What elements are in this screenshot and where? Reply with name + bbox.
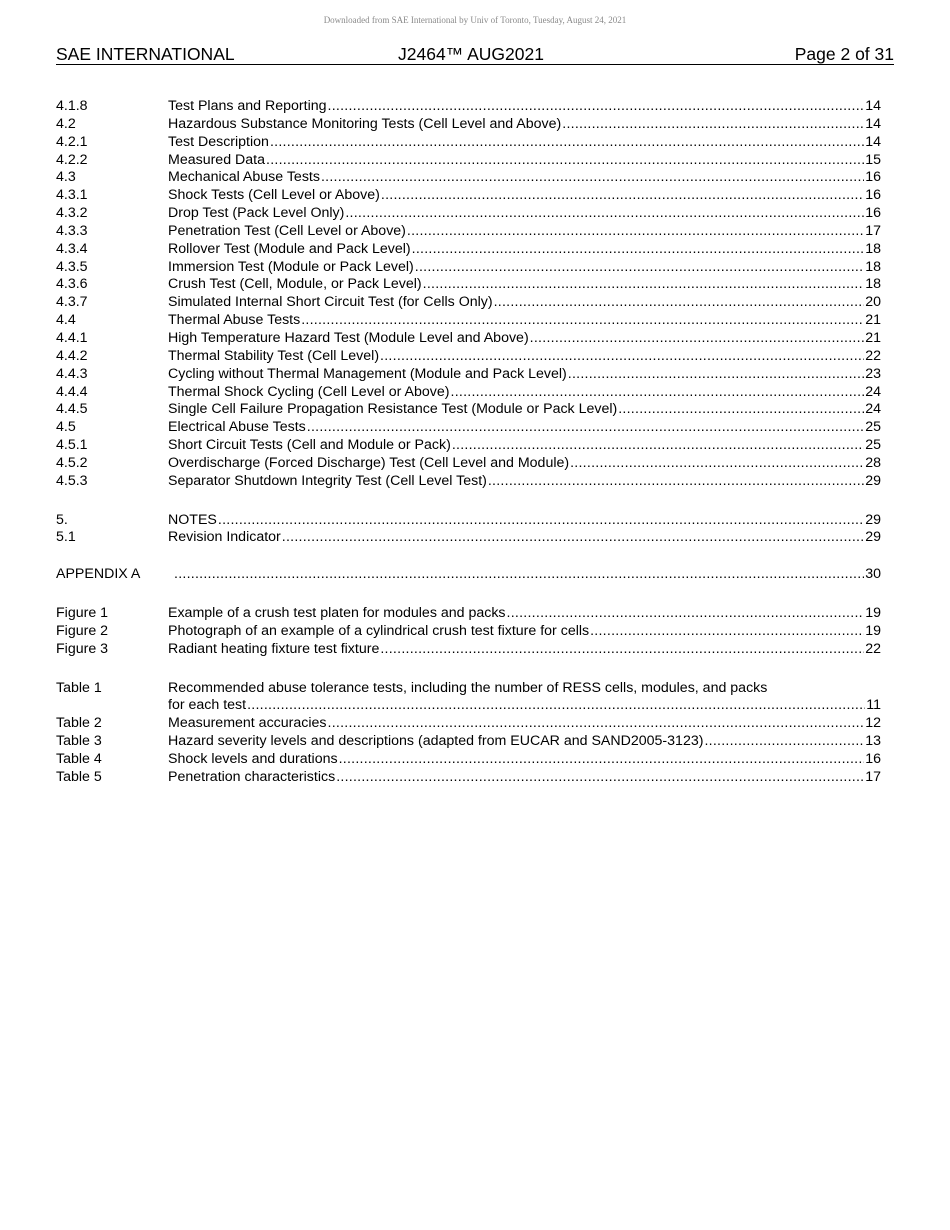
toc-entry-section[interactable] [56,437,881,455]
toc-entry-section[interactable] [56,401,881,419]
toc-entry-title: Radiant heating fixture test fixture [168,640,380,657]
toc-entry-section[interactable] [56,259,881,277]
leader-dots [618,401,864,419]
toc-entry-page: 13 [865,733,881,750]
toc-entry-page: 21 [865,329,881,346]
toc-entry-section[interactable] [56,116,881,134]
sections-list [56,98,881,491]
toc-entry-page: 19 [865,622,881,639]
toc-entry-page: 25 [865,437,881,454]
toc-entry-title: NOTES [168,511,217,528]
toc-entry-title: Penetration characteristics [168,768,336,785]
toc-entry-section[interactable] [56,473,881,491]
notes-list [56,512,881,548]
toc-entry-number: 4.4.3 [56,365,88,382]
leader-dots [568,366,864,384]
toc-entry-number: 4.3.7 [56,294,88,311]
toc-entry-page: 25 [865,419,881,436]
toc-entry-section[interactable] [56,348,881,366]
toc-entry-page: 29 [865,511,881,528]
toc-entry-page: 16 [865,205,881,222]
leader-dots [301,312,864,330]
leader-dots [507,605,865,623]
leader-dots [282,529,864,547]
toc-entry-title: Thermal Shock Cycling (Cell Level or Above) [168,383,450,400]
toc-entry-title: Measurement accuracies [168,715,327,732]
toc-entry-page: 28 [865,454,881,471]
toc-entry-page: 14 [865,98,881,114]
leader-dots [704,733,864,751]
toc-entry-page: 24 [865,383,881,400]
leader-dots [451,384,865,402]
toc-entry-page: 11 [866,697,881,714]
toc-entry-page: 17 [865,222,881,239]
toc-entry-title: Mechanical Abuse Tests [168,169,320,186]
toc-entry-table-1[interactable] [56,680,881,716]
toc-entry-number: Table 3 [56,733,102,750]
leader-dots [562,116,864,134]
toc-entry-section[interactable] [56,384,881,402]
toc-entry-title: Test Plans and Reporting [168,98,327,114]
toc-entry-table[interactable] [56,751,881,769]
toc-entry-section[interactable] [56,276,881,294]
toc-entry-number: Figure 2 [56,622,109,639]
toc-entry-title: Measured Data [168,151,265,168]
toc-entry-title: Single Cell Failure Propagation Resistance Test (Module or Pack Level) [168,401,618,418]
toc-entry-figure[interactable] [56,605,881,623]
leader-dots [321,169,864,187]
toc-entry-page: 23 [865,365,881,382]
toc-entry-title: Test Description [168,133,269,150]
toc-entry-number: 4.2.2 [56,151,88,168]
toc-entry-page: 16 [865,169,881,186]
toc-entry-title-line2: for each test [168,697,247,714]
toc-entry-section[interactable] [56,205,881,223]
toc-entry-number: 4.5.2 [56,454,88,471]
toc-entry-section[interactable] [56,312,881,330]
tables-list [56,715,881,786]
toc-entry-number: APPENDIX A [56,566,141,583]
toc-entry-title: Rollover Test (Module and Pack Level) [168,240,411,257]
toc-entry-page: 20 [865,294,881,311]
toc-entry-table[interactable] [56,733,881,751]
toc-entry-figure[interactable] [56,641,881,659]
toc-entry-number: 4.3.6 [56,276,88,293]
toc-entry-number: Table 1 [56,679,102,696]
toc-entry-title: Overdischarge (Forced Discharge) Test (Cell Level and Module) [168,454,570,471]
page-number: Page 2 of 31 [794,44,894,64]
toc-entry-notes[interactable] [56,529,881,547]
toc-entry-page: 24 [865,401,881,418]
table-of-contents [56,98,881,787]
page-header [56,44,894,65]
toc-entry-table[interactable] [56,715,881,733]
toc-entry-title: Hazard severity levels and descriptions (adapted from EUCAR and SAND2005-3123) [168,733,704,750]
toc-entry-figure[interactable] [56,623,881,641]
toc-entry-number: 4.1.8 [56,98,88,114]
toc-entry-title-line1: Recommended abuse tolerance tests, including the number of RESS cells, modules, and packs [168,679,768,696]
toc-entry-page: 18 [865,276,881,293]
leader-dots [380,348,864,366]
toc-entry-section[interactable] [56,98,881,116]
toc-entry-page: 22 [865,640,881,657]
leader-dots [412,241,865,259]
toc-entry-section[interactable] [56,241,881,259]
leader-dots [270,134,864,152]
leader-dots [381,187,864,205]
toc-entry-title: Immersion Test (Module or Pack Level) [168,258,414,275]
toc-entry-section[interactable] [56,152,881,170]
toc-entry-number: 5.1 [56,529,76,546]
toc-entry-page: 21 [865,312,881,329]
toc-entry-page: 30 [865,566,881,583]
toc-entry-section[interactable] [56,294,881,312]
document-id: J2464™ AUG2021 [398,44,544,64]
toc-entry-page: 16 [865,751,881,767]
toc-entry-title: Shock levels and durations [168,751,338,767]
toc-entry-section[interactable] [56,187,881,205]
toc-entry-title: Hazardous Substance Monitoring Tests (Cell Level and Above) [168,115,562,132]
toc-entry-section[interactable] [56,455,881,473]
leader-dots [328,98,865,116]
leader-dots [423,276,865,294]
toc-entry-title: Penetration Test (Cell Level or Above) [168,222,406,239]
toc-entry-number: 5. [56,511,68,528]
toc-entry-number: 4.5 [56,419,76,436]
toc-entry-title: Photograph of an example of a cylindrical crush test fixture for cells [168,622,590,639]
toc-entry-title: Drop Test (Pack Level Only) [168,205,345,222]
toc-entry-table[interactable] [56,769,881,787]
toc-entry-number: Table 4 [56,751,102,767]
toc-entry-number: Figure 1 [56,605,109,622]
publisher-name: SAE INTERNATIONAL [56,44,235,64]
figures-list [56,605,881,659]
leader-dots [530,330,865,348]
toc-entry-page: 12 [865,715,881,732]
leader-dots [380,641,864,659]
toc-entry-number: 4.3.3 [56,222,88,239]
toc-entry-page: 14 [865,133,881,150]
toc-entry-number: 4.3.5 [56,258,88,275]
toc-entry-title: High Temperature Hazard Test (Module Level and Above) [168,329,529,346]
leader-dots [218,512,864,530]
toc-entry-title: Thermal Stability Test (Cell Level) [168,347,380,364]
download-watermark: Downloaded from SAE International by Univ of Toronto, Tuesday, August 24, 2021 [323,15,627,25]
toc-entry-section[interactable] [56,330,881,348]
leader-dots [328,715,865,733]
toc-entry-page: 18 [865,258,881,275]
leader-dots [174,566,864,584]
leader-dots [307,419,864,437]
toc-entry-page: 29 [865,472,881,489]
toc-entry-number: 4.3 [56,169,76,186]
toc-entry-number: 4.5.1 [56,437,88,454]
leader-dots [266,152,864,170]
leader-dots [407,223,864,241]
toc-entry-page: 16 [865,187,881,204]
toc-entry-number: Table 2 [56,715,102,732]
toc-entry-title: Electrical Abuse Tests [168,419,306,436]
toc-entry-title: Example of a crush test platen for modules and packs [168,605,506,622]
toc-entry-number: 4.3.1 [56,187,88,204]
toc-entry-page: 22 [865,347,881,364]
toc-entry-number: Table 5 [56,768,102,785]
toc-entry-section[interactable] [56,366,881,384]
toc-entry-number: 4.4.4 [56,383,88,400]
toc-entry-number: 4.2.1 [56,133,88,150]
toc-entry-number: 4.2 [56,115,76,132]
toc-entry-appendix[interactable] [56,566,881,584]
leader-dots [590,623,864,641]
toc-entry-number: 4.4.2 [56,347,88,364]
toc-entry-title: Simulated Internal Short Circuit Test (for Cells Only) [168,294,493,311]
leader-dots [339,751,865,769]
toc-entry-section[interactable] [56,419,881,437]
toc-entry-number: 4.5.3 [56,472,88,489]
toc-entry-number: 4.3.2 [56,205,88,222]
toc-entry-title: Shock Tests (Cell Level or Above) [168,187,380,204]
toc-entry-title: Revision Indicator [168,529,281,546]
toc-entry-number: 4.3.4 [56,240,88,257]
leader-dots [494,294,865,312]
toc-entry-number: 4.4.1 [56,329,88,346]
toc-entry-number: Figure 3 [56,640,109,657]
toc-entry-title: Short Circuit Tests (Cell and Module or Pack) [168,437,451,454]
toc-entry-page: 29 [865,529,881,546]
toc-entry-number: 4.4 [56,312,76,329]
toc-entry-page: 14 [865,115,881,132]
toc-entry-page: 18 [865,240,881,257]
leader-dots [336,769,864,787]
leader-dots [488,473,864,491]
toc-entry-title: Separator Shutdown Integrity Test (Cell Level Test) [168,472,487,489]
toc-entry-page: 15 [865,151,881,168]
toc-entry-page: 19 [865,605,881,622]
leader-dots [452,437,864,455]
leader-dots [415,259,864,277]
toc-entry-notes[interactable] [56,512,881,530]
toc-entry-section[interactable] [56,134,881,152]
toc-entry-number: 4.4.5 [56,401,88,418]
toc-entry-title: Cycling without Thermal Management (Module and Pack Level) [168,365,567,382]
leader-dots [345,205,864,223]
toc-entry-section[interactable] [56,169,881,187]
toc-entry-title: Thermal Abuse Tests [168,312,301,329]
leader-dots [570,455,864,473]
toc-entry-title: Crush Test (Cell, Module, or Pack Level) [168,276,422,293]
leader-dots [247,697,865,715]
toc-entry-section[interactable] [56,223,881,241]
toc-entry-page: 17 [865,768,881,785]
